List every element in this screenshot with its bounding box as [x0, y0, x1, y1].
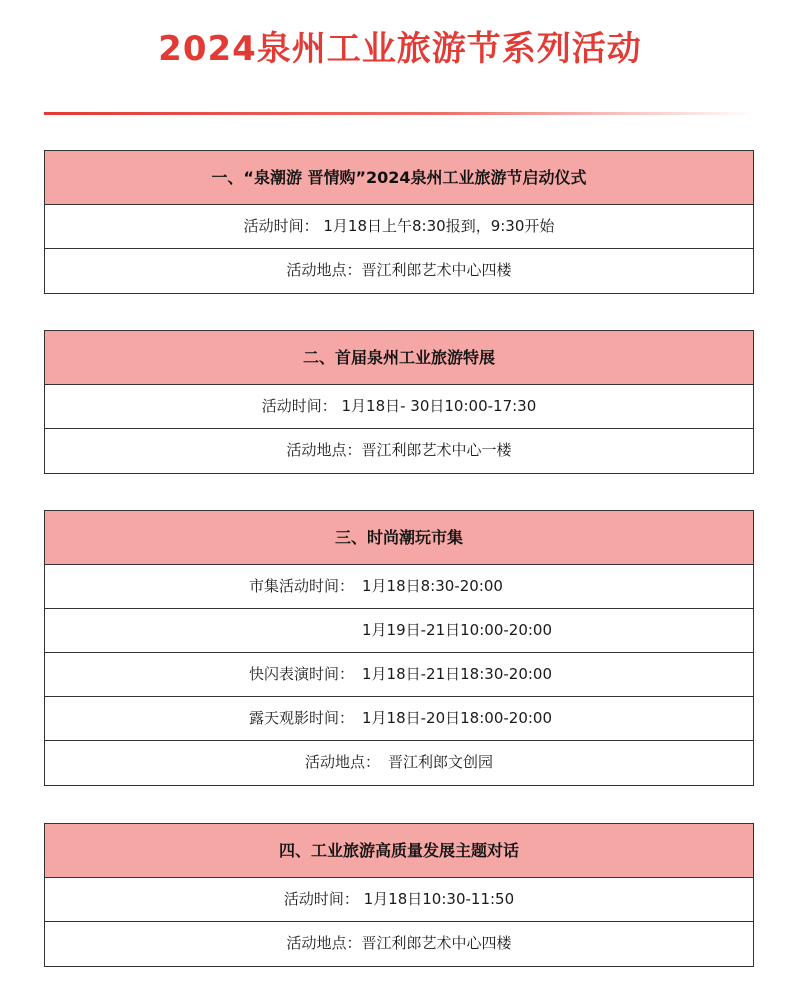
row-value: 1月18日8:30-20:00 — [362, 577, 503, 595]
section-heading: 四、工业旅游高质量发展主题对话 — [45, 824, 753, 878]
event-location-row — [45, 741, 753, 785]
section-market — [44, 510, 754, 786]
section-heading: 一、“泉潮游 晋情购”2024泉州工业旅游节启动仪式 — [45, 151, 753, 205]
row-label: 市集活动时间： — [248, 577, 354, 595]
row-label: 露天观影时间： — [248, 709, 354, 727]
section-exhibition — [44, 330, 754, 474]
event-time-row: 活动时间： 1月18日上午8:30报到，9:30开始 — [45, 205, 753, 249]
page-title: 2024泉州工业旅游节系列活动 — [158, 29, 642, 69]
event-location-row: 活动地点：晋江利郎艺术中心四楼 — [286, 261, 512, 279]
row-label: 活动地点： — [304, 753, 380, 771]
row-value: 晋江利郎文创园 — [388, 753, 494, 771]
row-value: 1月19日-21日10:00-20:00 — [362, 621, 552, 639]
market-time-row — [45, 565, 753, 609]
section-dialogue — [44, 823, 754, 967]
event-time-row: 活动时间： 1月18日10:30-11:50 — [45, 878, 753, 922]
event-location-row: 活动地点：晋江利郎艺术中心四楼 — [286, 934, 512, 952]
section-launch-ceremony — [44, 150, 754, 294]
row-value: 1月18日-20日18:00-20:00 — [362, 709, 552, 727]
flash-show-time-row — [45, 653, 753, 697]
row-value: 1月18日-21日18:30-20:00 — [362, 665, 552, 683]
row-label: 快闪表演时间： — [248, 665, 354, 683]
event-location-row: 活动地点：晋江利郎艺术中心一楼 — [286, 441, 512, 459]
section-heading: 三、时尚潮玩市集 — [45, 511, 753, 565]
event-time-row: 活动时间： 1月18日- 30日10:00-17:30 — [45, 385, 753, 429]
outdoor-movie-time-row — [45, 697, 753, 741]
market-time-continued-row — [45, 609, 753, 653]
title-divider — [44, 112, 756, 115]
section-heading: 二、首届泉州工业旅游特展 — [45, 331, 753, 385]
